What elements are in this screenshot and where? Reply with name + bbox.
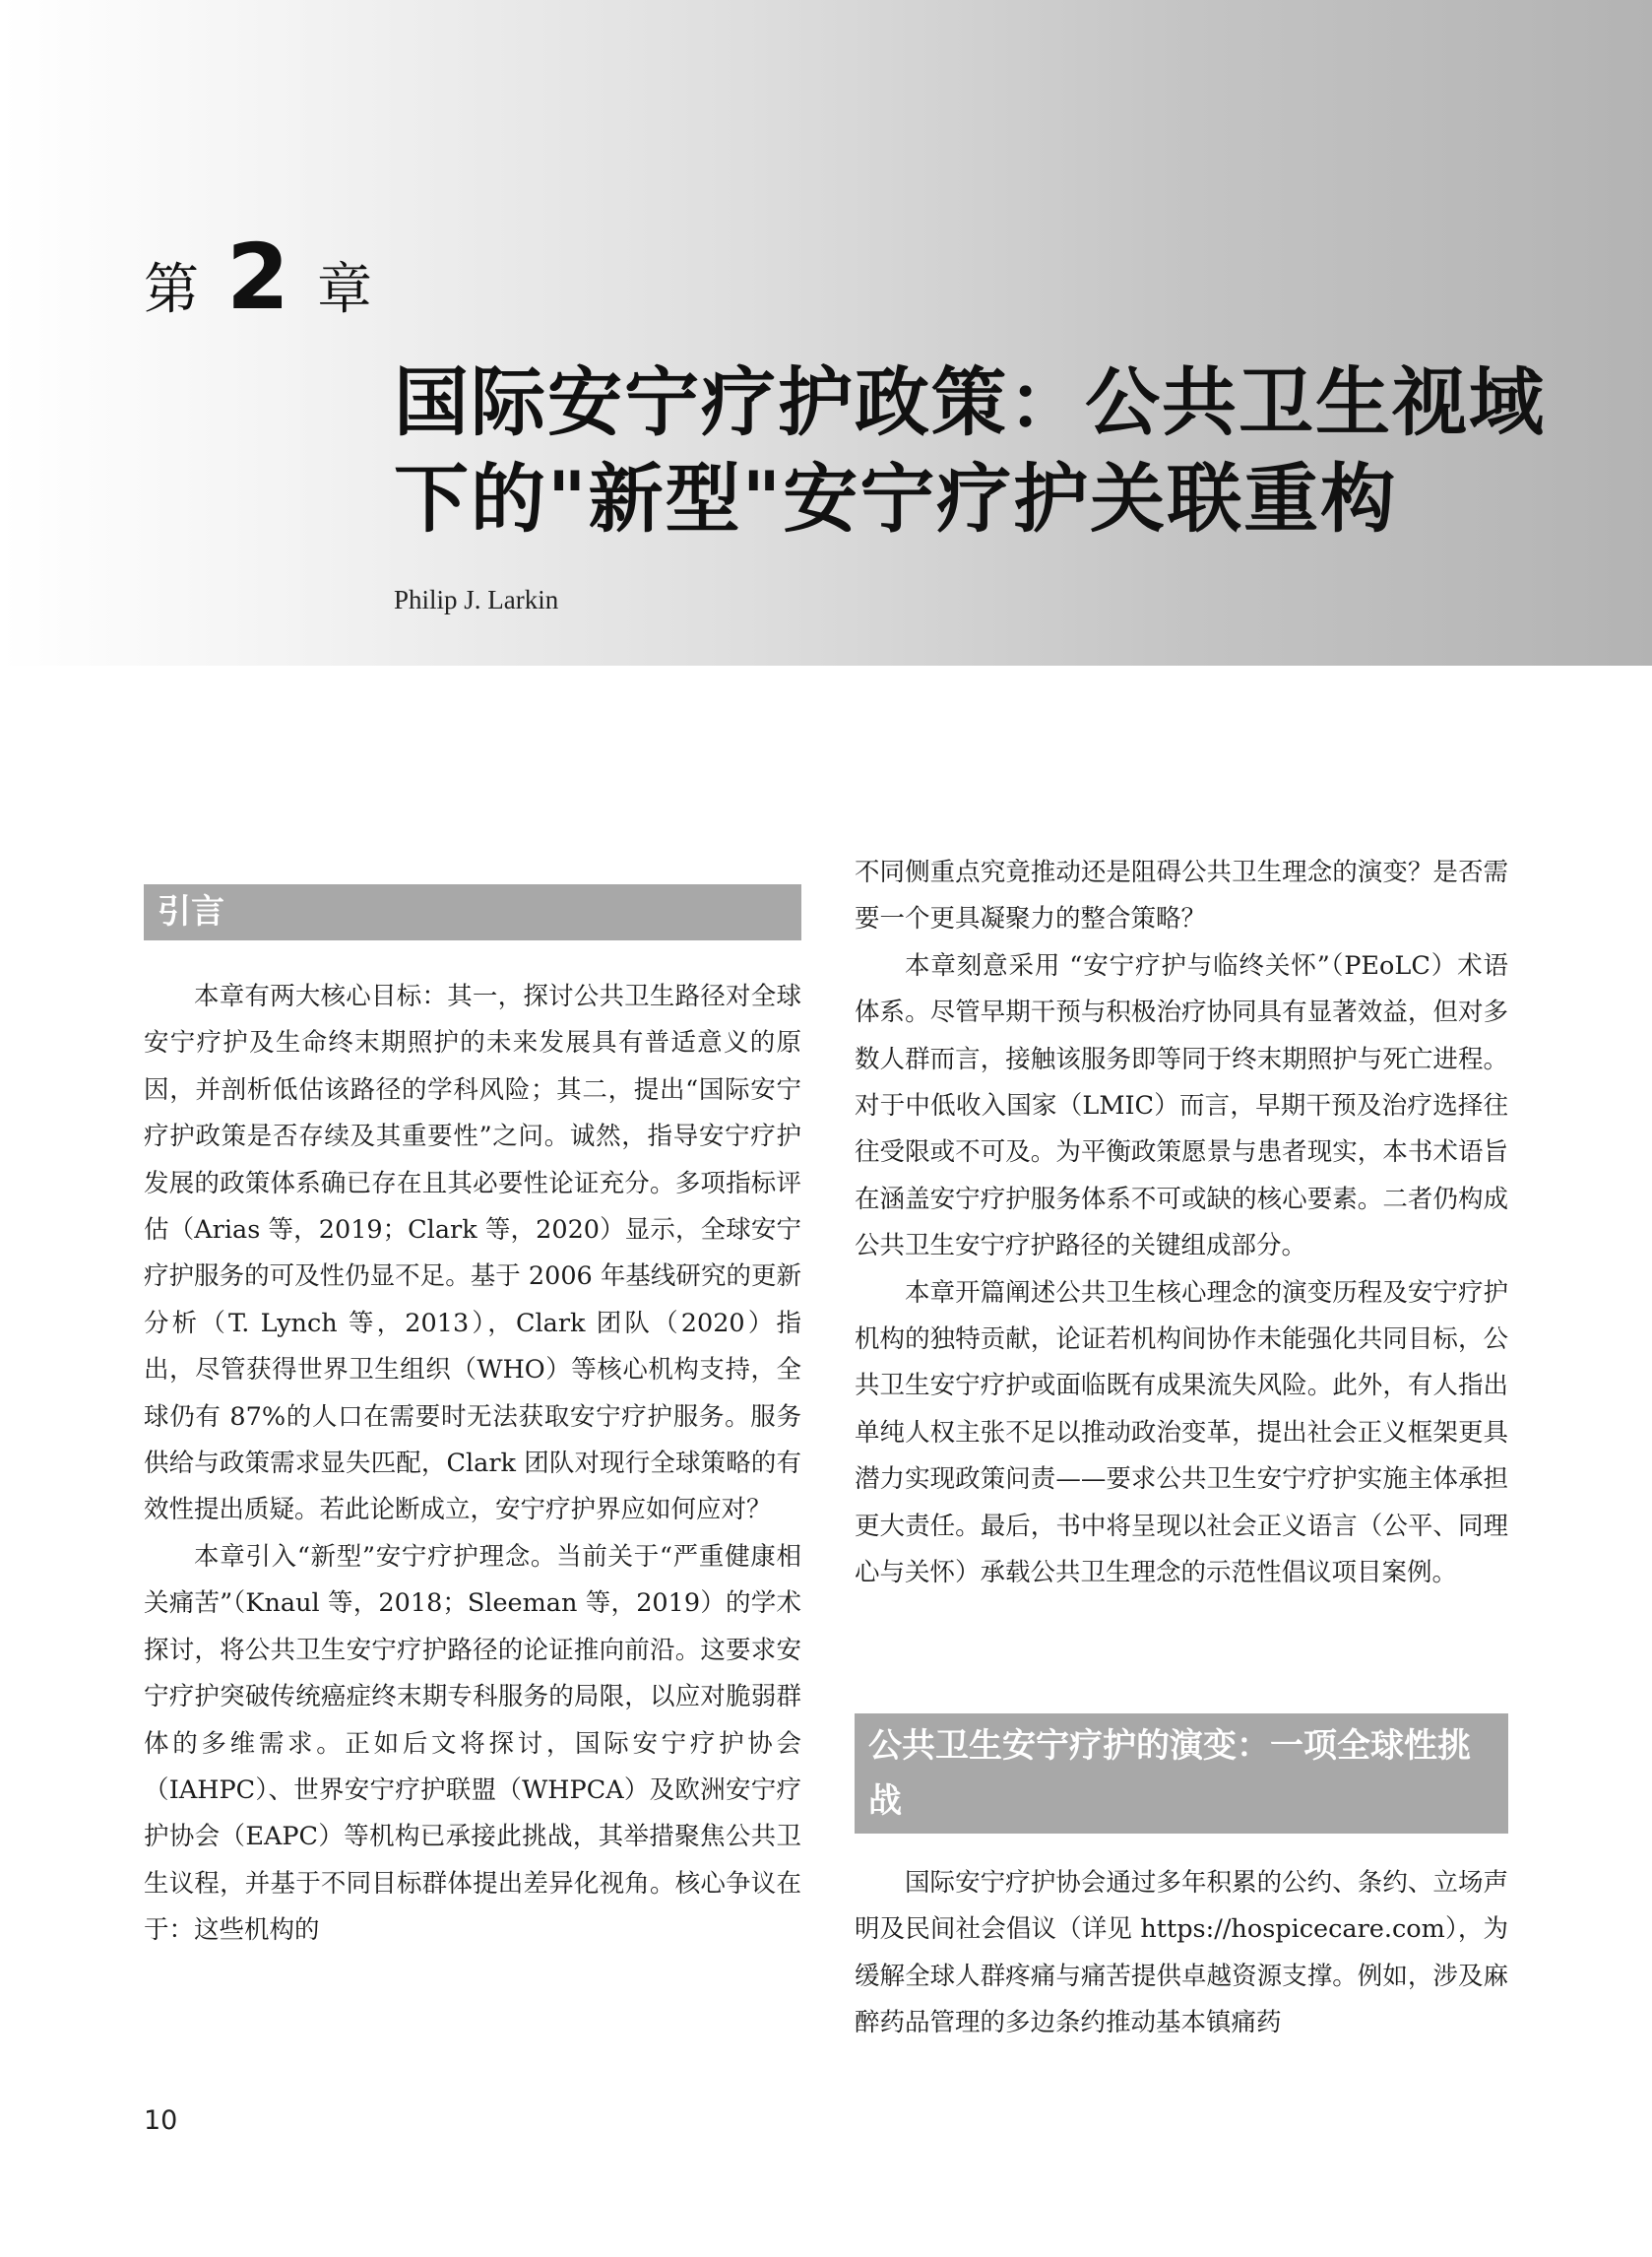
chapter-title-line-2: 下的"新型"安宁疗护关联重构 bbox=[394, 455, 1398, 543]
paragraph: 国际安宁疗护协会通过多年积累的公约、条约、立场声明及民间社会倡议（详见 https://hospicecare.com），为缓解全球人群疼痛与痛苦提供卓越资源支撑。例如，涉及麻醉药品管理的多边条约推动基本镇痛药 bbox=[855, 1868, 1508, 2038]
paragraph: 不同侧重点究竟推动还是阻碍公共卫生理念的演变？是否需要一个更具凝聚力的整合策略？ bbox=[855, 858, 1508, 935]
chapter-title-line-1: 国际安宁疗护政策：公共卫生视域 bbox=[394, 358, 1546, 446]
author-name: Philip J. Larkin bbox=[394, 585, 559, 614]
paragraph: 本章开篇阐述公共卫生核心理念的演变历程及安宁疗护机构的独特贡献，论证若机构间协作未能强化共同目标，公共卫生安宁疗护或面临既有成果流失风险。此外，有人指出单纯人权主张不足以推动政治变革，提出社会正义框架更具潜力实现政策问责——要求公共卫生安宁疗护实施主体承担更大责任。最后，书中将呈现以社会正义语言（公平、同理心与关怀）承载公共卫生理念的示范性倡议项目案例。 bbox=[855, 1277, 1508, 1588]
left-column-text bbox=[144, 974, 801, 1955]
section-heading-evolution: 公共卫生安宁疗护的演变：一项全球性挑战 bbox=[855, 1713, 1508, 1834]
paragraph: 本章刻意采用 “安宁疗护与临终关怀”（PEoLC）术语体系。尽管早期干预与积极治疗协同具有显著效益，但对多数人群而言，接触该服务即等同于终末期照护与死亡进程。对于中低收入国家（LMIC）而言，早期干预及治疗选择往往受限或不可及。为平衡政策愿景与患者现实，本书术语旨在涵盖安宁疗护服务体系不可或缺的核心要素。二者仍构成公共卫生安宁疗护路径的关键组成部分。 bbox=[855, 950, 1508, 1261]
paragraph: 本章有两大核心目标：其一，探讨公共卫生路径对全球安宁疗护及生命终末期照护的未来发展具有普适意义的原因，并剖析低估该路径的学科风险；其二，提出“国际安宁疗护政策是否存续及其重要性”之问。诚然，指导安宁疗护发展的政策体系确已存在且其必要性论证充分。多项指标评估（Arias 等，2019；Clark 等，2020）显示，全球安宁疗护服务的可及性仍显不足。基于 2006 年基线研究的更新分析（T. Lynch 等，2013），Clark 团队（2020）指出，尽管获得世界卫生组织（WHO）等核心机构支持，全球仍有 87%的人口在需要时无法获取安宁疗护服务。服务供给与政策需求显失匹配，Clark 团队对现行全球策略的有效性提出质疑。若此论断成立，安宁疗护界应如何应对？ bbox=[144, 982, 801, 1525]
right-column-text-bottom bbox=[855, 1860, 1508, 2047]
chapter-prefix: 第 bbox=[144, 258, 199, 322]
chapter-title bbox=[394, 355, 1615, 548]
chapter-number: 2 bbox=[226, 225, 290, 330]
section-heading-intro: 引言 bbox=[144, 884, 801, 940]
page-number: 10 bbox=[144, 2105, 178, 2136]
chapter-suffix: 章 bbox=[317, 258, 373, 322]
chapter-header-band bbox=[0, 0, 1652, 666]
right-column-text-top bbox=[855, 850, 1508, 1597]
paragraph: 本章引入“新型”安宁疗护理念。当前关于“严重健康相关痛苦”（Knaul 等，2018；Sleeman 等，2019）的学术探讨，将公共卫生安宁疗护路径的论证推向前沿。这要求安宁疗护突破传统癌症终末期专科服务的局限，以应对脆弱群体的多维需求。正如后文将探讨，国际安宁疗护协会（IAHPC）、世界安宁疗护联盟（WHPCA）及欧洲安宁疗护协会（EAPC）等机构已承接此挑战，其举措聚焦公共卫生议程，并基于不同目标群体提出差异化视角。核心争议在于：这些机构的 bbox=[144, 1541, 801, 1946]
chapter-label bbox=[144, 225, 373, 330]
